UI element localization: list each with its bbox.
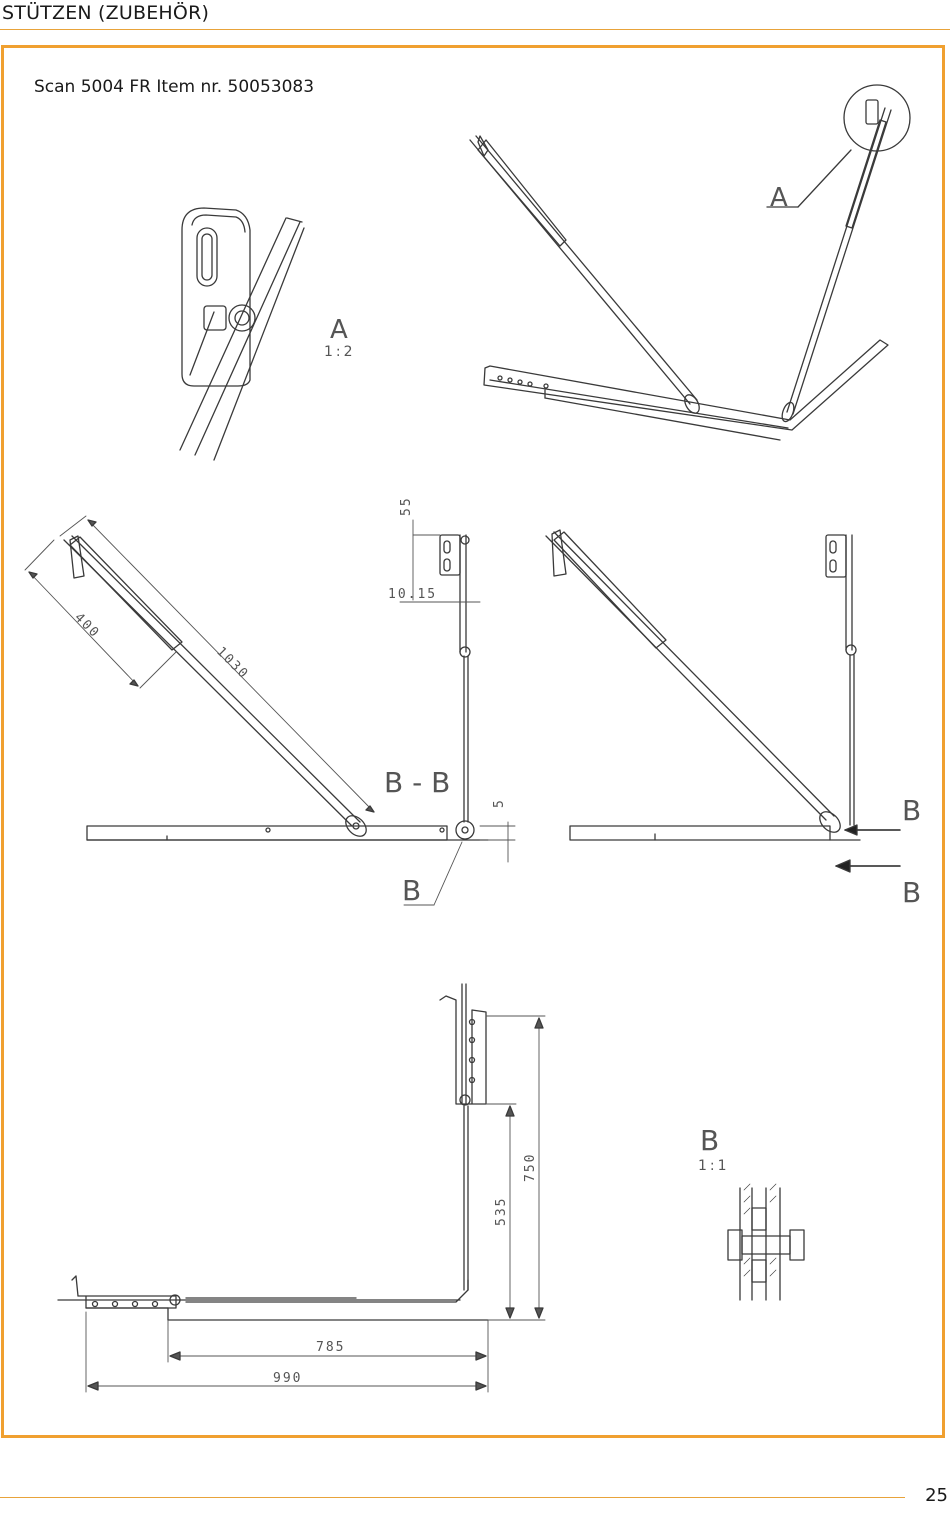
dim-pin-offset: 5: [492, 798, 507, 808]
detail-b-scale: 1:1: [698, 1158, 730, 1174]
folded-view-dimensioned: [58, 984, 545, 1392]
detail-a-scale: 1:2: [324, 344, 356, 360]
dim-rod-length: 1030: [213, 644, 252, 683]
dim-bracket-width: 10.15: [388, 587, 438, 602]
dim-width-outer: 990: [273, 1371, 303, 1386]
section-label: B - B: [384, 766, 451, 799]
detail-a-view: [180, 208, 304, 460]
section-marker: B: [402, 874, 422, 907]
detail-b-view: [728, 1184, 804, 1300]
page-title: STÜTZEN (ZUBEHÖR): [2, 2, 210, 24]
section-b-b: [400, 520, 515, 905]
dim-height-inner: 535: [494, 1196, 509, 1226]
dim-strut-length: 400: [71, 610, 103, 642]
dim-height-outer: 750: [523, 1152, 538, 1182]
product-caption: Scan 5004 FR Item nr. 50053083: [34, 77, 315, 97]
section-arrow-bottom-label: B: [902, 876, 922, 909]
side-view-section-arrows: [546, 530, 900, 872]
section-arrow-top-label: B: [902, 794, 922, 827]
isometric-view: [470, 85, 910, 440]
page-number: 25: [925, 1485, 948, 1506]
dim-top-offset: 55: [399, 496, 414, 516]
footer-divider: [0, 1497, 905, 1498]
detail-b-label: B: [700, 1124, 720, 1157]
dim-width-inner: 785: [316, 1340, 346, 1355]
detail-a-label: A: [330, 315, 348, 345]
iso-detail-marker: A: [770, 183, 788, 213]
